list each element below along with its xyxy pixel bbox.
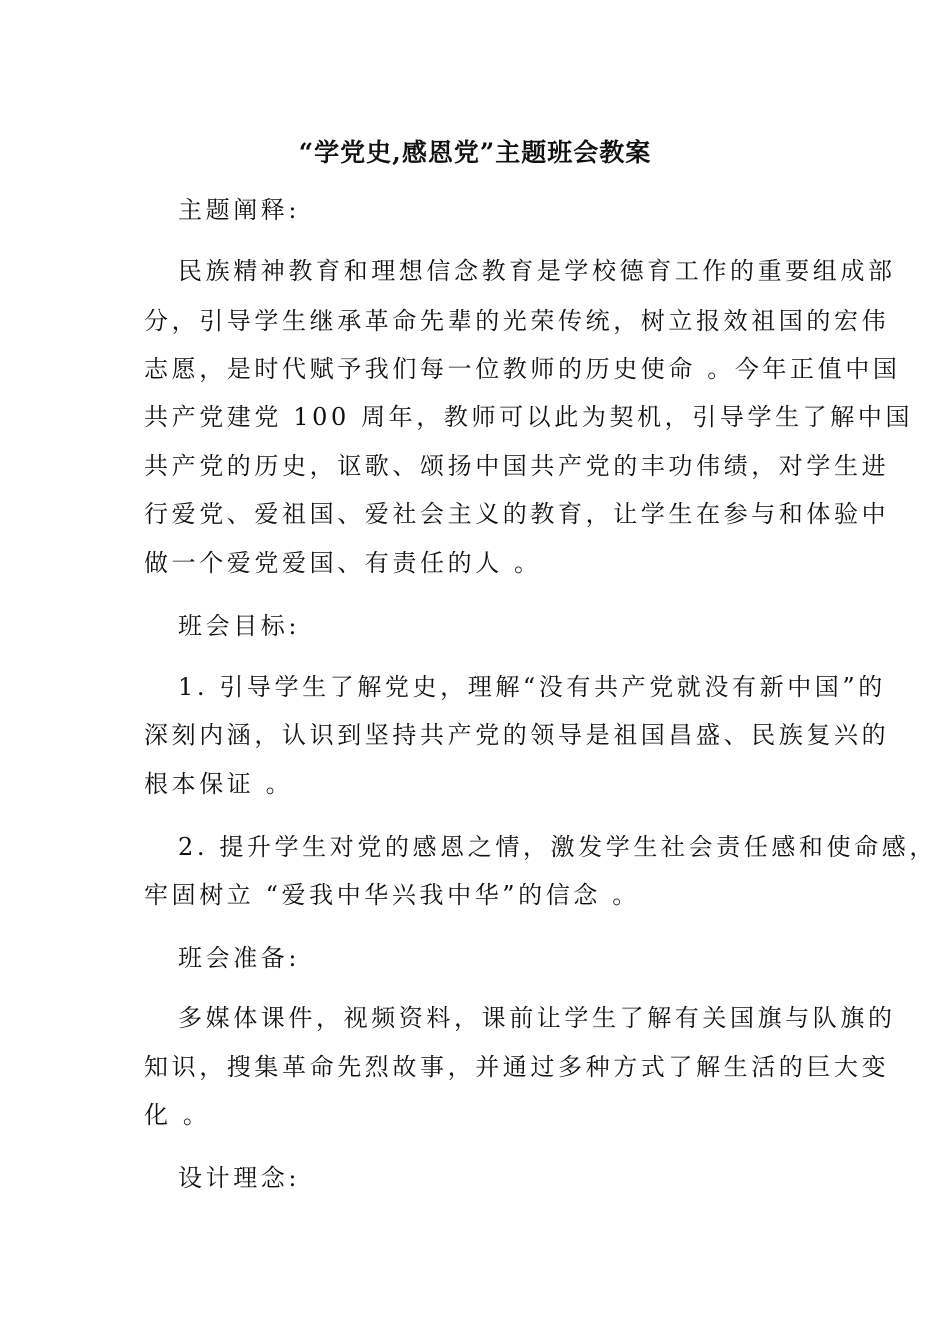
paragraph-line: 深刻内涵，认识到坚持共产党的领导是祖国昌盛、民族复兴的: [144, 721, 890, 749]
section-heading-design: 设计理念:: [178, 1164, 301, 1192]
paragraph-line: 牢固树立 “爱我中华兴我中华”的信念 。: [144, 881, 640, 909]
paragraph-line: 民族精神教育和理想信念教育是学校德育工作的重要组成部: [178, 257, 896, 285]
section-heading-preparation: 班会准备:: [178, 944, 301, 972]
paragraph-line: 行爱党、爱祖国、爱社会主义的教育，让学生在参与和体验中: [144, 500, 890, 528]
document-title: “学党史,感恩党”主题班会教案: [298, 138, 652, 167]
paragraph-line: 化 。: [144, 1101, 211, 1129]
paragraph-line: 分，引导学生继承革命先辈的光荣传统，树立报效祖国的宏伟: [144, 307, 890, 335]
section-heading-theme: 主题阐释:: [178, 196, 301, 224]
paragraph-line: 共产党的历史，讴歌、颂扬中国共产党的丰功伟绩，对学生进: [144, 452, 890, 480]
paragraph-line: 多媒体课件，视频资料，课前让学生了解有关国旗与队旗的: [178, 1004, 896, 1032]
paragraph-line: 志愿，是时代赋予我们每一位教师的历史使命 。今年正值中国: [144, 355, 901, 383]
section-heading-goals: 班会目标:: [178, 612, 301, 640]
paragraph-line: 根本保证 。: [144, 770, 294, 798]
paragraph-line: 共产党建党 100 周年，教师可以此为契机，引导学生了解中国: [144, 403, 914, 431]
paragraph-line: 2. 提升学生对党的感恩之情，激发学生社会责任感和使命感，: [178, 833, 937, 861]
paragraph-line: 1. 引导学生了解党史，理解“没有共产党就没有新中国”的: [178, 673, 886, 701]
paragraph-line: 做一个爱党爱国、有责任的人 。: [144, 549, 542, 577]
paragraph-line: 知识，搜集革命先烈故事，并通过多种方式了解生活的巨大变: [144, 1053, 890, 1081]
